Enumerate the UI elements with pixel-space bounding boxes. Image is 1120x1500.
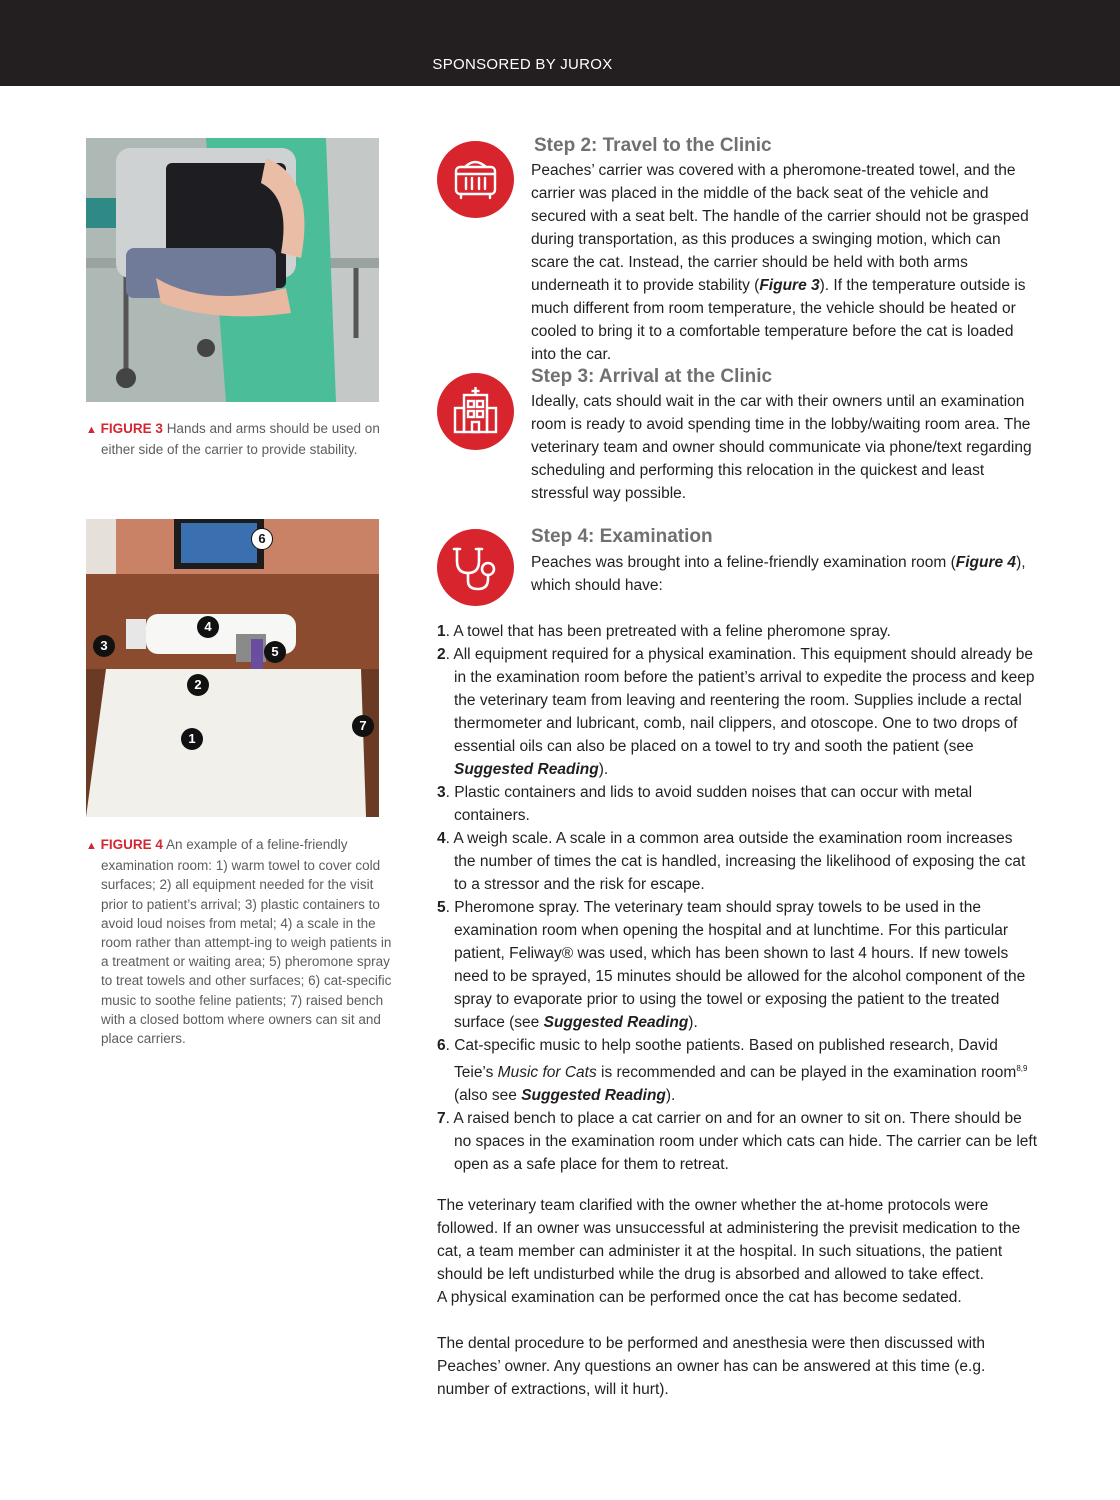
exam-room-list xyxy=(437,620,1037,1176)
list-item: 3. Plastic containers and lids to avoid sudden noises that can occur with metal containers. xyxy=(437,784,973,824)
step-2-body xyxy=(437,159,1037,366)
marker-3: 3 xyxy=(93,635,115,657)
figure-3-label: FIGURE 3 xyxy=(100,421,163,436)
step-3-body xyxy=(437,390,1037,505)
citation-superscript: 8,9 xyxy=(1016,1064,1028,1073)
suggested-reading-ref: Suggested Reading xyxy=(521,1087,666,1105)
music-title: Music for Cats xyxy=(497,1064,597,1082)
step-3-title: Step 3: Arrival at the Clinic xyxy=(531,366,773,387)
figure-4-caption-text: An example of a feline-friendly examination room: 1) warm towel to cover cold surfaces; 2) all equipment needed for the visit prior to patient’s arrival; 3) plastic containers to avoid loud noises from metal; 4) a scale in the room rather than attempt-ing to weigh patients in a treatment or waiting area; 5) pheromone spray to treat towels and other surfaces; 6) cat-specific music to soothe feline patients; 7) raised bench with a closed bottom where owners can sit and place carriers. xyxy=(101,837,392,1047)
list-item: 2. All equipment required for a physical examination. This equipment should already be in the examination room before the patient’s arrival to expedite the process and keep the veterinary team from leaving and reentering the room. Supplies include a rectal thermometer and lubricant, comb, nail clippers, and otoscope. One to two drops of essential oils can also be placed on a towel to try and sooth the patient (see Suggested Reading). xyxy=(437,646,1035,778)
figure-4-label: FIGURE 4 xyxy=(100,837,163,852)
figure-4-photo xyxy=(86,519,379,817)
list-item: 1. A towel that has been pretreated with a feline pheromone spray. xyxy=(437,623,891,640)
figure-4-caption xyxy=(86,835,397,1048)
caption-triangle-icon: ▲ xyxy=(86,424,97,436)
caption-triangle-icon: ▲ xyxy=(86,840,97,852)
step-2-text-a: Peaches’ carrier was covered with a pheromone-treated towel, and the carrier was placed in the middle of the back seat of the vehicle and secured with a seat belt. The handle of the carrier should not be grasped during transportation, as this produces a swinging motion, which can scare the cat. Instead, the carrier should be held with both arms underneath it to provide stability ( xyxy=(531,162,1029,294)
step-4-intro xyxy=(531,551,1037,597)
marker-4: 4 xyxy=(197,616,219,638)
figure-3-ref: Figure 3 xyxy=(759,277,820,294)
figure-4-ref: Figure 4 xyxy=(955,554,1017,571)
step-4-title: Step 4: Examination xyxy=(531,526,713,547)
step-3-text: Ideally, cats should wait in the car with their owners until an examination room is ready to avoid spending time in the lobby/waiting room area. The veterinary team and owner should communicate via phone/text regarding scheduling and performing this relocation in the quickest and least stressful way possible. xyxy=(531,393,1032,502)
closing-paragraph-2: The dental procedure to be performed and anesthesia were then discussed with Peaches’ owner. Any questions an owner has can be answered at this time (e.g. number of extractions, will it hurt). xyxy=(437,1335,986,1398)
step-2-title: Step 2: Travel to the Clinic xyxy=(534,135,772,156)
stethoscope-icon xyxy=(437,529,514,606)
figure-3-photo xyxy=(86,138,379,402)
marker-7: 7 xyxy=(352,715,374,737)
closing-paragraph-1: The veterinary team clarified with the owner whether the at-home protocols were followed. If an owner was unsuccessful at administering the previsit medication to the cat, a team member can administer it at the hospital. In such situations, the patient should be left undisturbed while the drug is absorbed and allowed to take effect. A physical examination can be performed once the cat has become sedated. xyxy=(437,1197,1021,1306)
step-4-text-b: ), which should have: xyxy=(531,554,1026,594)
list-item: 7. A raised bench to place a cat carrier on and for an owner to sit on. There should be no spaces in the examination room under which cats can hide. The carrier can be left open as a safe place for them to retreat. xyxy=(437,1110,1038,1174)
marker-2: 2 xyxy=(187,674,209,696)
step-4-text-a: Peaches was brought into a feline-friendly examination room ( xyxy=(531,554,956,571)
marker-5: 5 xyxy=(264,641,286,663)
list-item: 4. A weigh scale. A scale in a common area outside the examination room increases the number of times the cat is handled, increasing the likelihood of exposing the cat to a stressor and the risk for escape. xyxy=(437,830,1026,893)
figure-3-caption-text: Hands and arms should be used on either side of the carrier to provide stability. xyxy=(101,421,380,458)
list-item: 6. Cat-specific music to help soothe patients. Based on published research, David Teie’s Music for Cats is recommended and can be played in the examination room$^{8,9}$ (also see Suggested Reading). xyxy=(437,1037,1028,1105)
list-item: 5. Pheromone spray. The veterinary team should spray towels to be used in the examination room when opening the hospital and at lunchtime. For this particular patient, Feliway® was used, which has been shown to last 4 hours. If new towels need to be sprayed, 15 minutes should be allowed for the alcohol component of the spray to evaporate prior to using the towel or exposing the patient to the treated surface (see Suggested Reading). xyxy=(437,899,1026,1031)
marker-1: 1 xyxy=(181,728,203,750)
marker-6: 6 xyxy=(251,528,273,550)
suggested-reading-ref: Suggested Reading xyxy=(454,761,599,778)
header-bar xyxy=(0,0,1120,86)
sponsor-label: SPONSORED BY JUROX xyxy=(432,56,613,73)
suggested-reading-ref: Suggested Reading xyxy=(543,1014,689,1031)
figure-3-caption xyxy=(86,419,397,459)
step-2-text-b: ). If the temperature outside is much different from room temperature, the vehicle should be heated or cooled to bring it to a comfortable temperature before the cat is loaded into the car. xyxy=(531,277,1026,363)
